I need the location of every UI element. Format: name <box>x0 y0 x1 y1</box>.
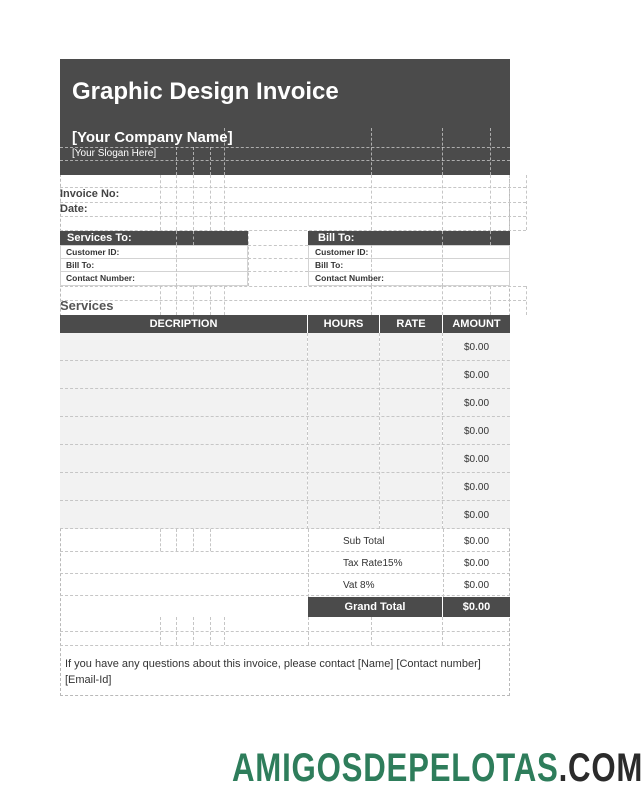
grand-total-label: Grand Total <box>344 601 406 613</box>
grid-line <box>442 175 443 230</box>
row-amount: $0.00 <box>463 509 490 521</box>
col-hours-header: HOURS <box>308 315 379 333</box>
grid-line <box>193 175 194 230</box>
bill-to-customer-id: Customer ID: <box>315 247 369 257</box>
company-name: [Your Company Name] <box>72 129 233 146</box>
grid-line <box>248 245 308 246</box>
watermark-logo <box>232 746 643 791</box>
services-to-heading: Services To: <box>67 232 132 244</box>
company-grid-line <box>371 128 372 175</box>
grid-line <box>308 271 510 272</box>
grid-line <box>60 645 510 646</box>
tax-rate-label: Tax Rate15% <box>343 558 403 569</box>
grid-line <box>176 529 177 551</box>
company-grid-line <box>210 147 211 175</box>
col-description-header: DECRIPTION <box>60 315 307 333</box>
services-label: Services <box>60 298 114 313</box>
grid-line <box>193 617 194 645</box>
grid-line <box>490 175 491 230</box>
row-amount: $0.00 <box>463 369 490 381</box>
grid-line <box>176 245 177 286</box>
grid-line <box>210 286 211 315</box>
grid-line <box>210 529 211 551</box>
grid-line <box>60 271 248 272</box>
services-to-bill-to: Bill To: <box>66 260 95 270</box>
grid-line <box>160 529 161 551</box>
grid-line <box>176 286 177 315</box>
grid-line <box>210 175 211 230</box>
grid-line <box>490 286 491 315</box>
bill-to-contact-number: Contact Number: <box>315 273 384 283</box>
company-grid-line <box>490 128 491 175</box>
watermark-name: AMIGOSDEPELOTAS <box>232 746 559 790</box>
grid-line <box>490 231 491 245</box>
row-amount: $0.00 <box>463 425 490 437</box>
grid-line <box>160 286 161 315</box>
grid-line <box>160 617 161 645</box>
row-amount: $0.00 <box>463 341 490 353</box>
grid-line <box>60 202 526 203</box>
grid-line <box>60 300 526 301</box>
grid-line <box>210 617 211 645</box>
grid-line <box>176 175 177 230</box>
services-to-customer-id: Customer ID: <box>66 247 120 257</box>
grid-line <box>193 529 194 551</box>
grid-line <box>442 231 443 245</box>
tax-value: $0.00 <box>463 558 490 569</box>
grid-line <box>160 175 161 230</box>
grid-line <box>248 258 308 259</box>
grid-line <box>526 286 527 315</box>
grid-line <box>224 175 225 230</box>
vat-value: $0.00 <box>463 580 490 591</box>
grid-line <box>60 286 526 287</box>
grid-line <box>224 286 225 315</box>
grid-line <box>308 258 510 259</box>
col-amount-header: AMOUNT <box>443 315 510 333</box>
watermark-domain: .COM <box>558 746 643 790</box>
grid-line <box>442 617 443 645</box>
bill-to-heading: Bill To: <box>318 232 355 244</box>
grid-line <box>193 286 194 315</box>
vat-label: Vat 8% <box>343 580 375 591</box>
sub-total-value: $0.00 <box>463 536 490 547</box>
grid-line <box>442 286 443 315</box>
grid-line <box>224 617 225 645</box>
grid-line <box>509 175 510 230</box>
grid-line <box>176 617 177 645</box>
company-grid-line <box>176 147 177 175</box>
company-grid-line <box>193 147 194 175</box>
grid-line <box>308 617 309 645</box>
row-amount: $0.00 <box>463 453 490 465</box>
invoice-no-label: Invoice No: <box>60 188 120 200</box>
bill-to-bill-to: Bill To: <box>315 260 344 270</box>
invoice-title: Graphic Design Invoice <box>72 78 339 105</box>
services-to-contact-number: Contact Number: <box>66 273 135 283</box>
grid-line <box>176 231 177 245</box>
grid-line <box>526 175 527 230</box>
grid-line <box>193 231 194 245</box>
grand-total-value: $0.00 <box>462 601 491 613</box>
company-slogan: [Your Slogan Here] <box>72 148 157 159</box>
grid-line <box>371 286 372 315</box>
date-label: Date: <box>60 203 88 215</box>
footer-note: If you have any questions about this invoice, please contact [Name] [Contact number] [Email-Id] <box>65 658 481 686</box>
row-amount: $0.00 <box>463 397 490 409</box>
company-grid-line <box>442 128 443 175</box>
row-amount: $0.00 <box>463 481 490 493</box>
grid-line <box>371 617 372 645</box>
grid-line <box>60 258 248 259</box>
col-rate-header: RATE <box>380 315 442 333</box>
grid-line <box>248 271 308 272</box>
sub-total-label: Sub Total <box>343 536 385 547</box>
grid-line <box>371 175 372 230</box>
grid-line <box>442 245 443 286</box>
grid-line <box>60 187 526 188</box>
grid-line <box>60 216 526 217</box>
